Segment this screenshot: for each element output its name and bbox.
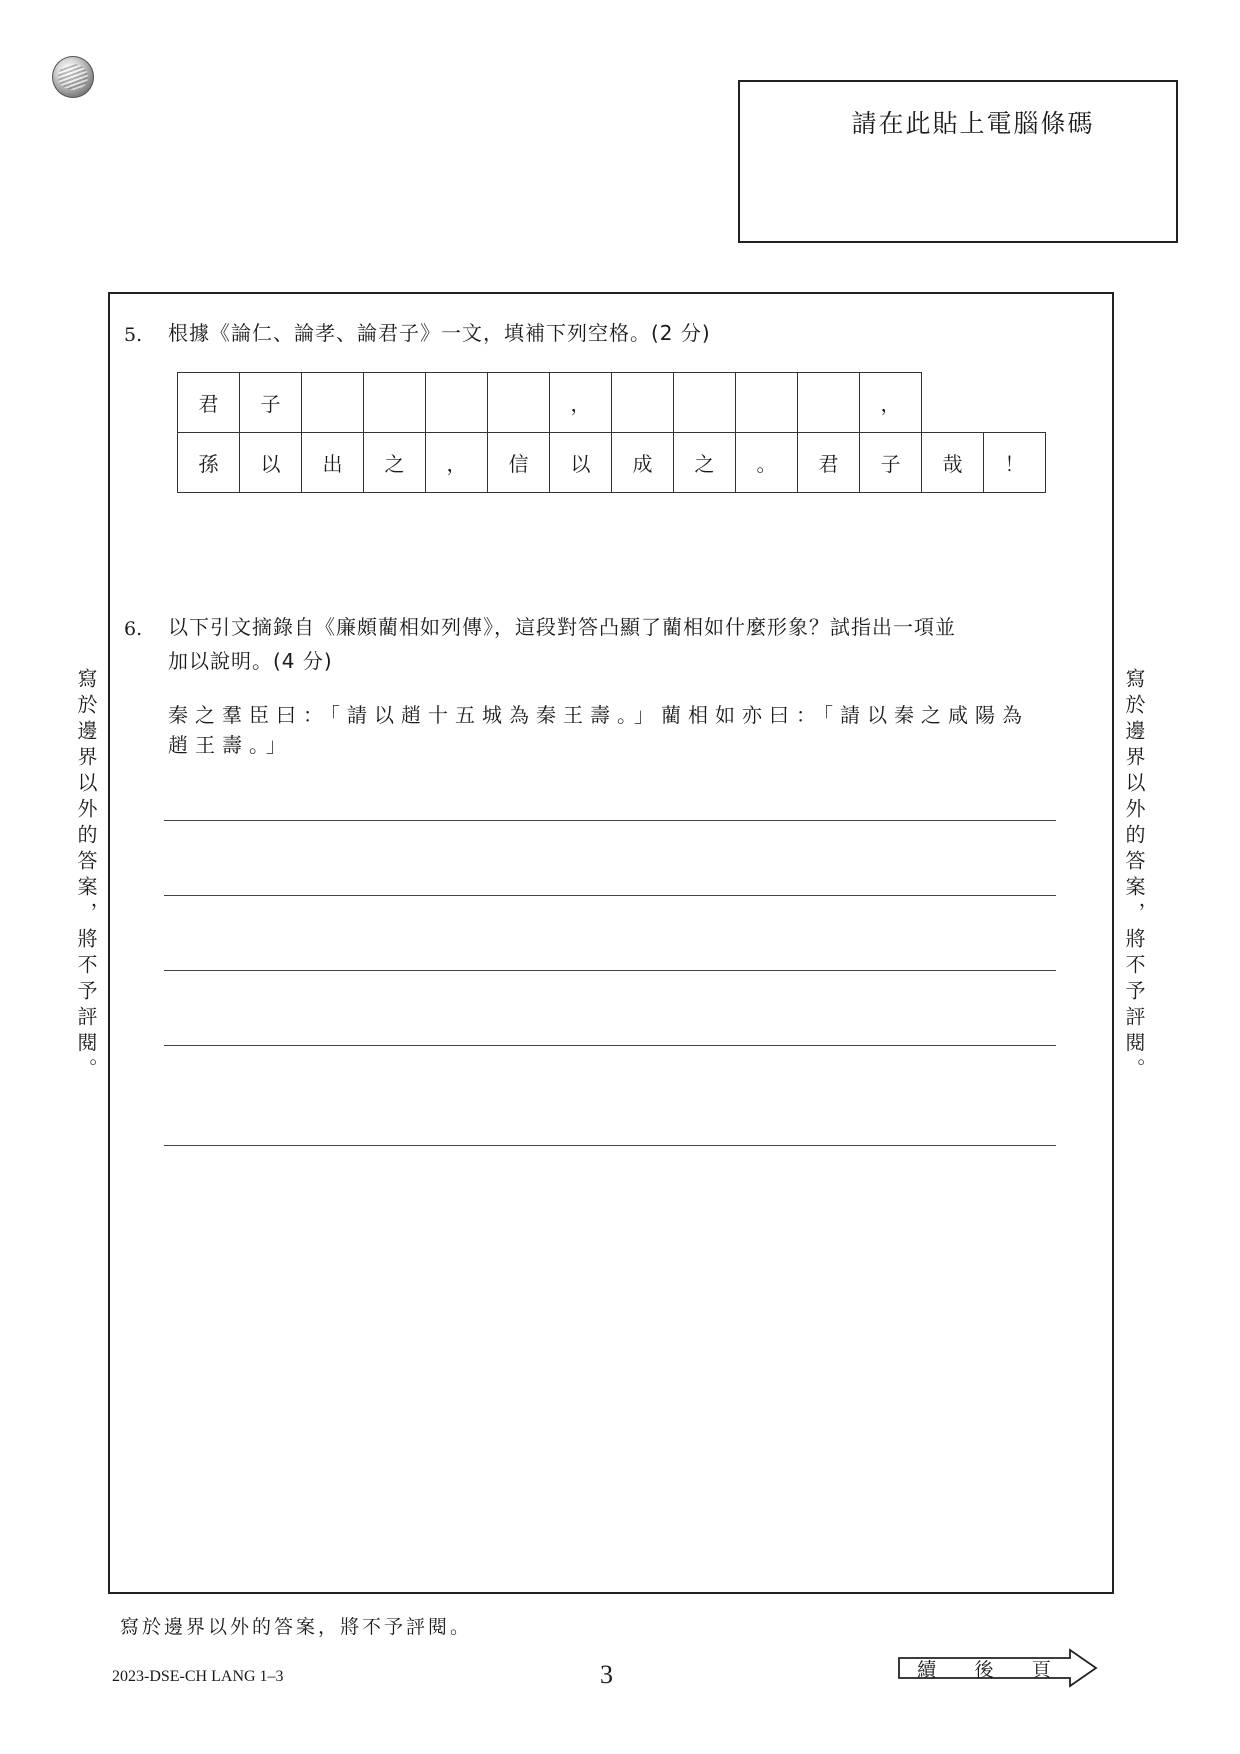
grid-cell: ， <box>550 373 612 433</box>
grid-cell: 君 <box>178 373 240 433</box>
question-6-text-line-2: 加以說明。(4 分) <box>168 649 333 673</box>
grid-cell-blank[interactable] <box>488 373 550 433</box>
grid-cell: 子 <box>240 373 302 433</box>
grid-cell: 孫 <box>178 433 240 493</box>
grid-cell: 子 <box>860 433 922 493</box>
answer-line[interactable] <box>164 895 1056 896</box>
question-5-answer-grid <box>177 372 1046 493</box>
grid-cell: ， <box>426 433 488 493</box>
grid-cell: 出 <box>302 433 364 493</box>
grid-cell-blank[interactable] <box>674 373 736 433</box>
grid-cell-blank[interactable] <box>736 373 798 433</box>
continue-char: 後 <box>974 1659 994 1681</box>
bottom-margin-note: 寫於邊界以外的答案，將不予評閱。 <box>120 1616 473 1638</box>
grid-cell-blank[interactable] <box>302 373 364 433</box>
right-margin-note: 寫於邊界以外的答案，將不予評閱。 <box>1122 668 1146 1084</box>
grid-cell: ！ <box>984 433 1046 493</box>
continue-char: 續 <box>917 1659 937 1681</box>
hologram-seal-icon <box>52 56 94 98</box>
answer-line[interactable] <box>164 1145 1056 1146</box>
grid-cell-blank[interactable] <box>798 373 860 433</box>
answer-line[interactable] <box>164 820 1056 821</box>
continue-char: 頁 <box>1031 1659 1051 1681</box>
continue-next-page-arrow <box>898 1648 1098 1688</box>
grid-row-2 <box>178 433 1046 493</box>
grid-row-1 <box>178 373 1046 433</box>
grid-cell: 之 <box>674 433 736 493</box>
question-5-number: 5. <box>124 324 143 346</box>
question-6-text-line-1: 以下引文摘錄自《廉頗藺相如列傳》，這段對答凸顯了藺相如什麼形象？試指出一項並 <box>168 615 956 639</box>
continue-label <box>898 1655 1070 1682</box>
page-number: 3 <box>600 1660 613 1689</box>
grid-cell: ， <box>860 373 922 433</box>
left-margin-note: 寫於邊界以外的答案，將不予評閱。 <box>74 668 98 1084</box>
question-6-quote-line-2: 趙王壽。」 <box>168 733 293 757</box>
grid-cell: 君 <box>798 433 860 493</box>
grid-cell-blank[interactable] <box>364 373 426 433</box>
grid-cell: 信 <box>488 433 550 493</box>
grid-cell: 以 <box>550 433 612 493</box>
answer-line[interactable] <box>164 970 1056 971</box>
grid-cell: 以 <box>240 433 302 493</box>
question-5-text: 根據《論仁、論孝、論君子》一文，填補下列空格。(2 分) <box>168 321 711 345</box>
grid-cell: 哉 <box>922 433 984 493</box>
grid-cell: 成 <box>612 433 674 493</box>
grid-cell-blank[interactable] <box>426 373 488 433</box>
question-6-quote-line-1: 秦之羣臣曰：「請以趙十五城為秦王壽。」藺相如亦曰：「請以秦之咸陽為 <box>168 703 1029 727</box>
barcode-sticker-box <box>738 80 1178 243</box>
grid-cell: 之 <box>364 433 426 493</box>
answer-line[interactable] <box>164 1045 1056 1046</box>
grid-cell: 。 <box>736 433 798 493</box>
paper-code: 2023-DSE-CH LANG 1–3 <box>112 1668 284 1685</box>
barcode-label: 請在此貼上電腦條碼 <box>851 109 1095 138</box>
grid-cell-blank[interactable] <box>612 373 674 433</box>
grid-cell-empty <box>984 373 1046 433</box>
question-6-number: 6. <box>124 618 143 640</box>
grid-cell-empty <box>922 373 984 433</box>
